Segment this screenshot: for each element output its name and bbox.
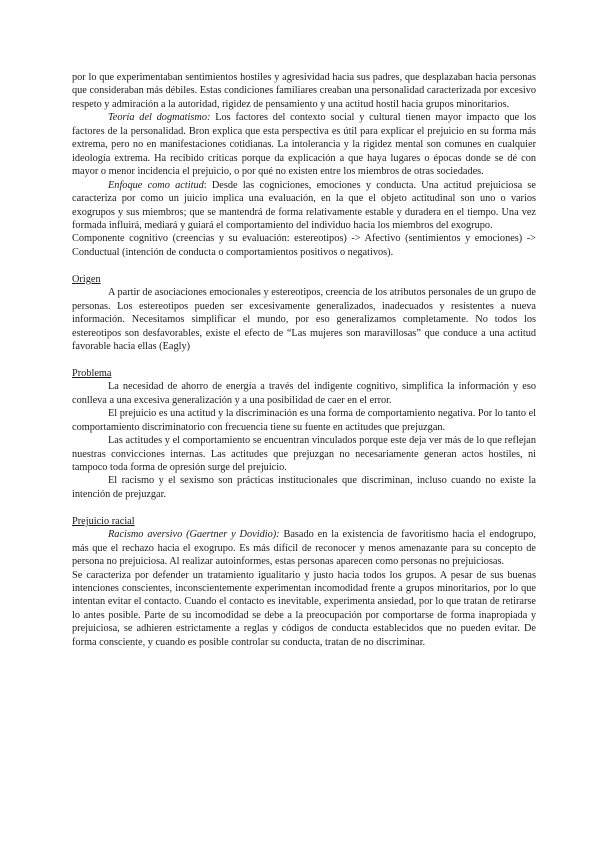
paragraph-racismo-aversivo [72,528,536,568]
heading-prejuicio-racial: Prejuicio racial [72,515,135,527]
heading-origen: Origen [72,273,101,285]
paragraph-racismo-caracteristicas: Se caracteriza por defender un tratamiento igualitario y justo hacia todos los grupos. A pesar de sus buenas intenciones conscientes, inconscientemente experimentan incomodidad frente a grupos minoritarios, por lo que intentan evitar el contacto. Cuando el contacto es inevitable, experimenta ansiedad, por lo que tratan de retirarse lo antes posible. Parte de su incomodidad se debe a la preocupación por comportarse de forma inapropiada y prejuiciosa, se adhieren estrictamente a reglas y códigos de conducta establecidos que no pueden evitar. De forma consciente, y cuando es posible controlar su conducta, tratan de no discriminar. [72,569,536,648]
paragraph-components: Componente cognitivo (creencias y su evaluación: estereotipos) -> Afectivo (sentimientos y emociones) -> Conductual (intención de conducta o comportamientos positivos o negativos). [72,233,536,258]
paragraph-origen: A partir de asociaciones emocionales y estereotipos, creencia de los atributos personales de un grupo de personas. Los estereotipos pueden ser excesivamente generalizados, inadecuados y resistentes a nueva información. Necesitamos simplificar el mundo, por eso generalizamos completamente. No todos los estereotipos son desfavorables, existe el efecto de “Las mujeres son maravillosas” que conduce a una actitud favorable hacia ellas (Eagly) [72,287,536,352]
paragraph-problema-1: La necesidad de ahorro de energía a través del indigente cognitivo, simplifica la información y eso conlleva a una excesiva generalización y a una posibilidad de caer en el error. [72,381,536,406]
heading-problema: Problema [72,367,112,379]
paragraph-dogmatism [72,111,536,178]
paragraph-racismo-aversivo-text: Basado en la existencia de favoritismo hacia el endogrupo, más que el rechazo hacia el exogrupo. Es más difícil de reconocer y menos amenazante para su concepto de persona no prejuiciosa. Al realizar autoinformes, estas personas aparecen como personas no prejuiciosas. [72,529,536,568]
paragraph-problema-3: Las actitudes y el comportamiento se encuentran vinculados porque este deja ver más de lo que reflejan nuestras convicciones internas. Las actitudes que prejuzgan no necesariamente generan actos hostiles, ni tampoco toda forma de opresión surge del prejuicio. [72,435,536,474]
term-dogmatism: Teoría del dogmatismo: [108,112,211,124]
paragraph-problema-2: El prejuicio es una actitud y la discriminación es una forma de comportamiento negativa. Por lo tanto el comportamiento discriminatorio con frecuencia tiene su fuente en actitudes que prejuzgan. [72,408,536,433]
paragraph-personality: por lo que experimentaban sentimientos hostiles y agresividad hacia sus padres, que desplazaban hacia personas que consideraban más débiles. Estas condiciones familiares creaban una personalidad caracterizada por excesivo respeto y admiración a la autoridad, rigidez de pensamiento y una actitud hostil hacia grupos minoritarios. [72,72,537,110]
paragraph-dogmatism-text: Los factores del contexto social y cultural tienen mayor impacto que los factores de la personalidad. Bron explica que esta perspectiva es útil para explicar el prejuicio en su forma más extrema, pero no en manifestaciones cotidianas. La intolerancia y la rigidez mental son comunes en cualquier ideología extrema. Ha recibido críticas porque da explicación a que haya lugares o épocas donde se dé con mayor o menor incidencia el prejuicio, o por qué no existen entre los miembros de otras sociedades. [72,112,536,178]
paragraph-problema-4: El racismo y el sexismo son prácticas institucionales que discriminan, incluso cuando no existe la intención de prejuzgar. [72,475,536,500]
term-racismo-aversivo: Racismo aversivo (Gaertner y Dovidio): [108,529,280,541]
paragraph-attitude-text: : Desde las cogniciones, emociones y conducta. Una actitud prejuiciosa se caracteriza por como un juicio implica una evaluación, en la que el objeto actitudinal son uno o varios exogrupos y sus miembros; que se mantendrá de forma relativamente estable y duradera en el tiempo. Una vez formada influirá, mediará y guiará el comportamiento del individuo hacia los miembros del exogrupo. [72,179,536,231]
term-attitude: Enfoque como actitud [108,179,204,191]
paragraph-attitude [72,179,536,233]
